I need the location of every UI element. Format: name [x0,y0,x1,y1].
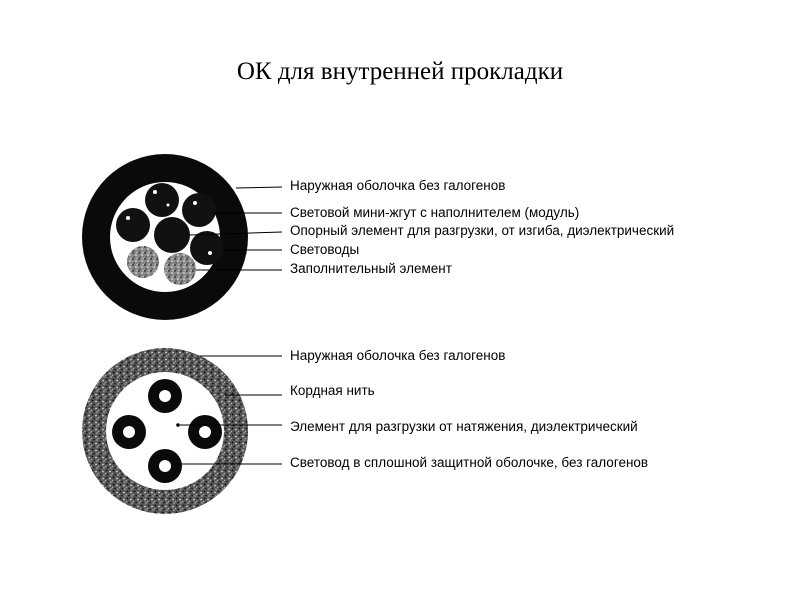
optical-fiber [116,208,150,242]
label-optical-fibers: Световоды [290,242,360,257]
filler-element [127,246,159,278]
tight-buffered-fiber [112,415,146,449]
label-strength-member: Опорный элемент для разгрузки, от изгиба, диэлектрический [290,223,675,238]
label-mini-bundle-module: Световой мини-жгут с наполнителем (модуль) [290,205,580,220]
cable-2-cross-section [82,348,248,514]
tight-buffered-fiber [148,379,182,413]
tight-buffered-fiber [188,415,222,449]
page-title: ОК для внутренней прокладки [236,58,564,85]
optical-fiber [182,193,216,227]
cable-1-labels [290,178,674,276]
cable-2-labels [290,348,648,470]
optical-fiber [190,231,224,265]
label-aramid-yarn: Кордная нить [290,383,375,398]
label-filler-element: Заполнительный элемент [290,261,452,276]
label-outer-jacket: Наружная оболочка без галогенов [290,178,506,193]
central-strength-member [154,217,190,253]
label-tight-buffered-fiber: Световод в сплошной защитной оболочке, без галогенов [290,455,649,470]
tight-buffered-fiber [148,449,182,483]
optical-fiber [145,183,179,217]
strength-member-dot [176,423,180,427]
filler-element [164,253,196,285]
label-tension-strength-member: Элемент для разгрузки от натяжения, диэлектрический [290,419,638,434]
cable-1-cross-section [82,154,248,320]
label-outer-jacket: Наружная оболочка без галогенов [290,348,506,363]
